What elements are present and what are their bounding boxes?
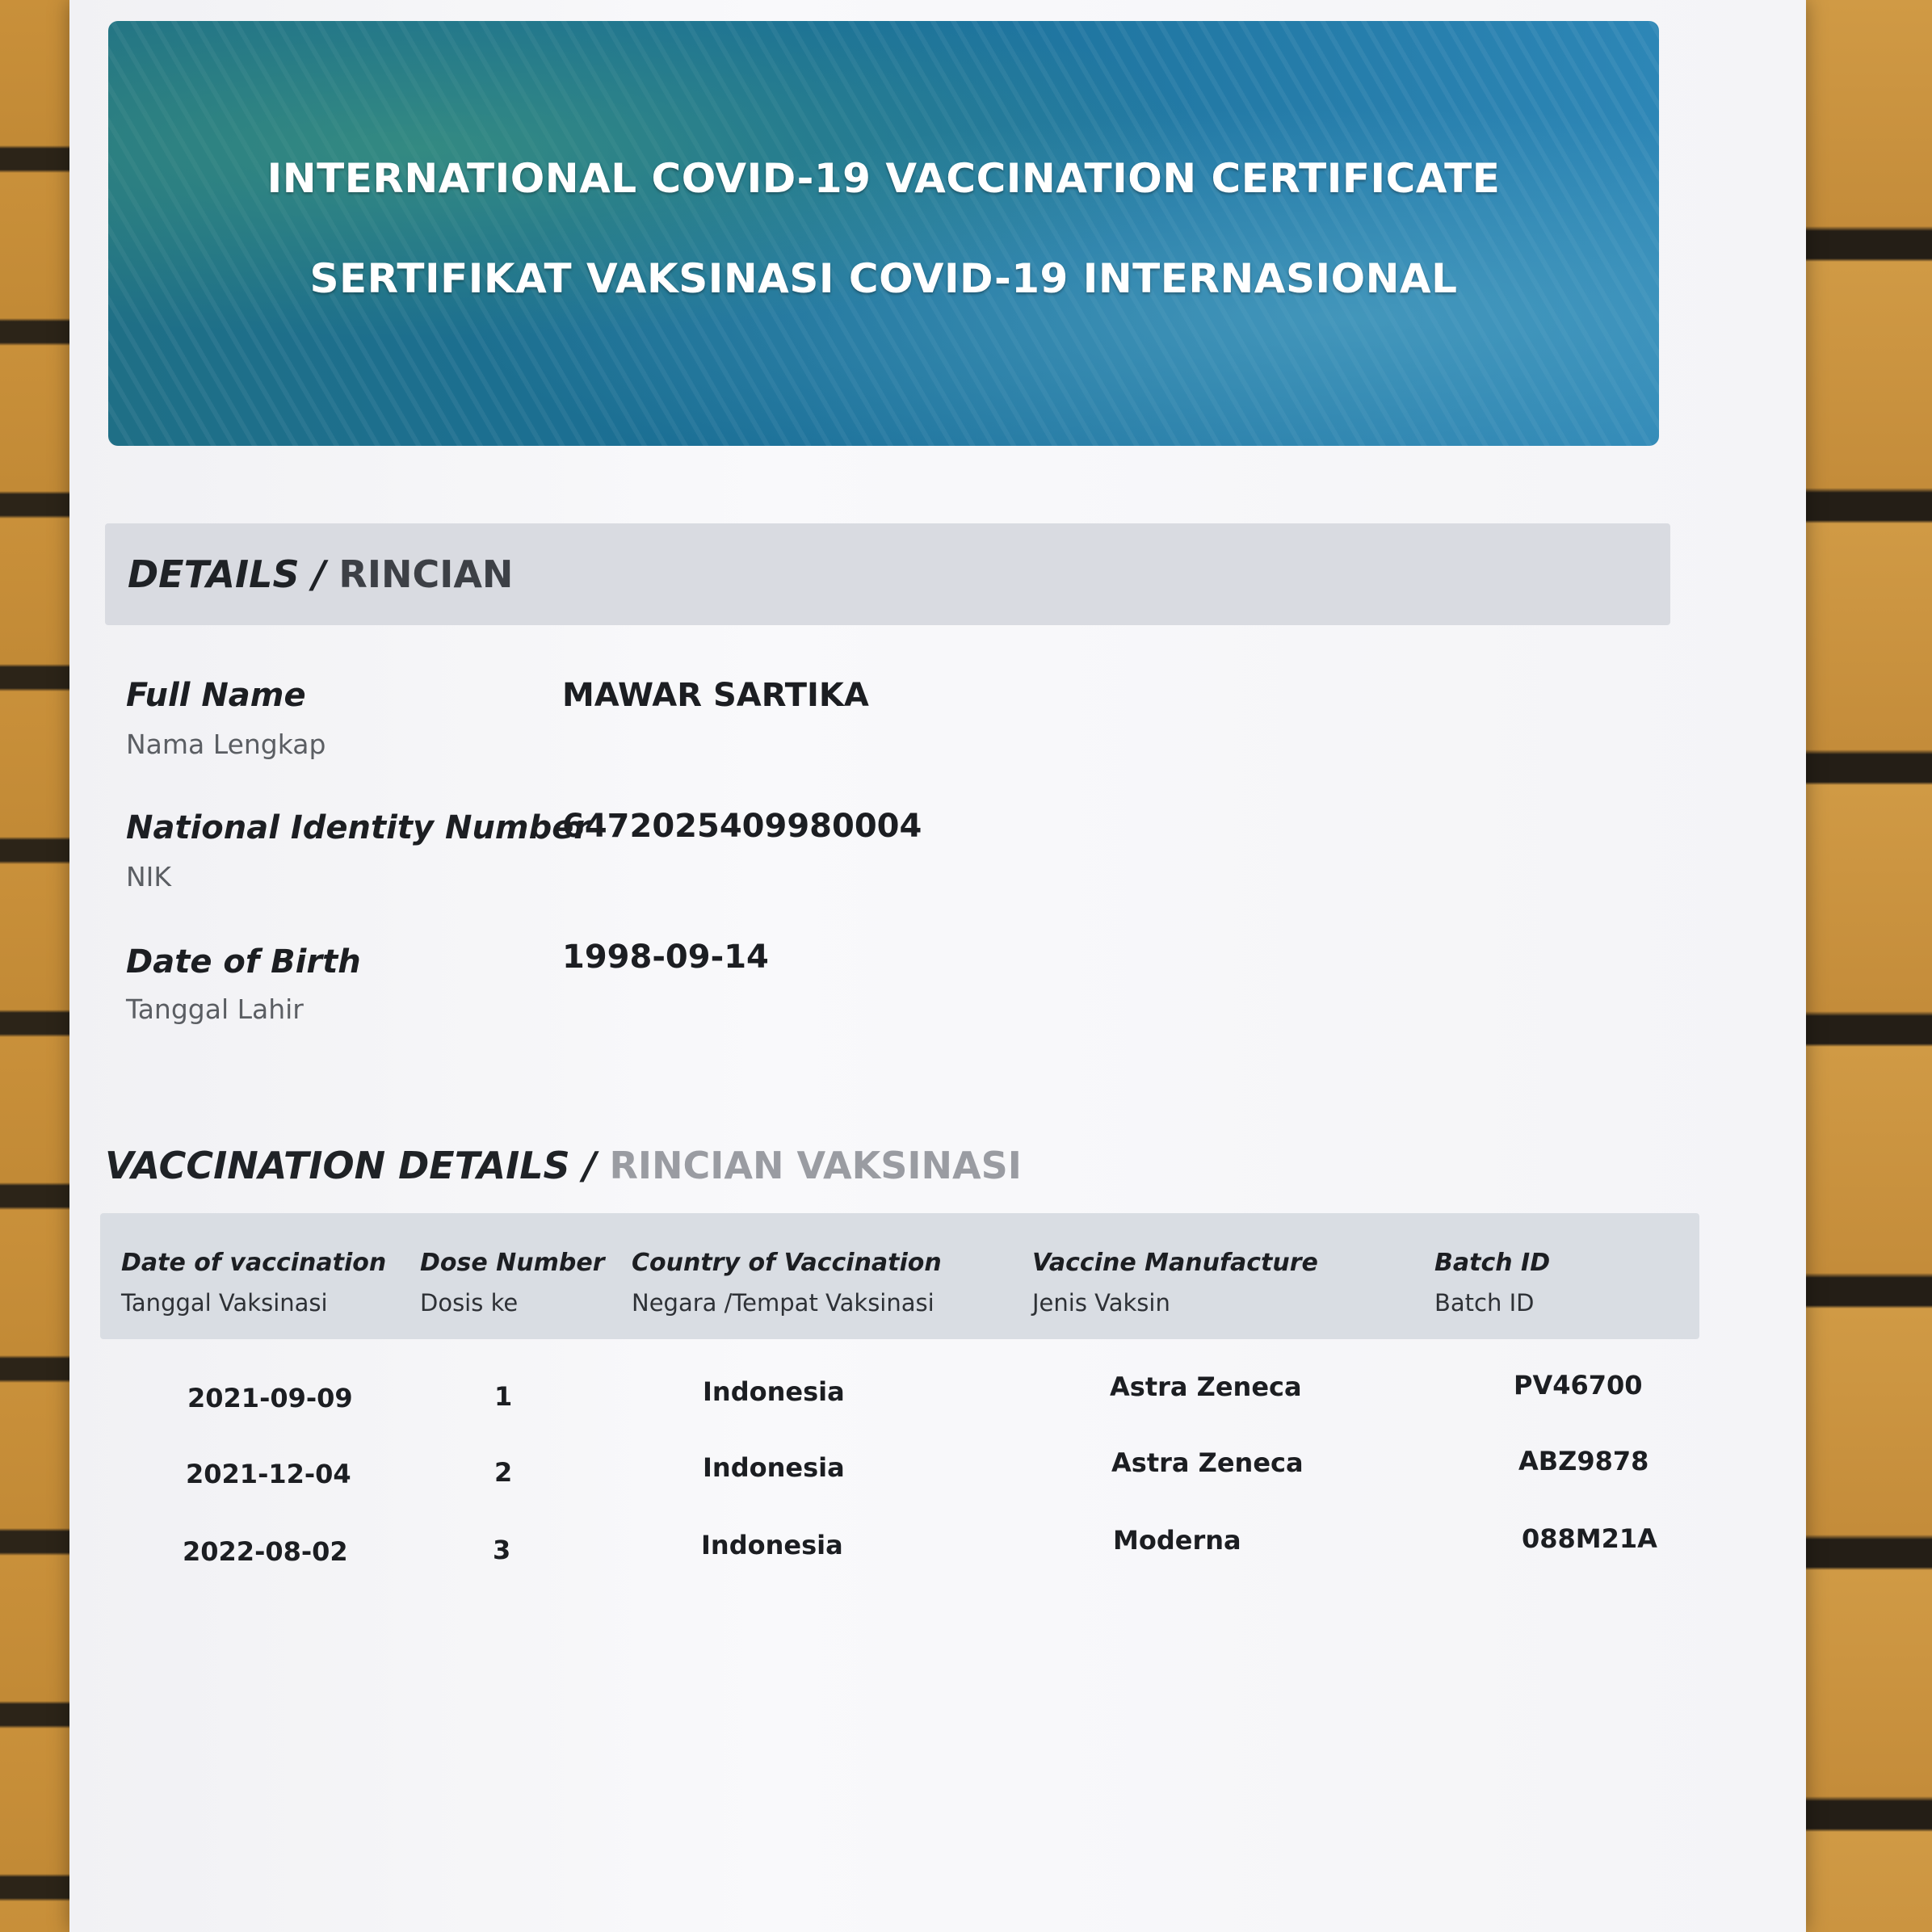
vaccination-table-header xyxy=(100,1213,1699,1339)
row3-vaccine: Moderna xyxy=(1113,1525,1241,1556)
col-batch-label: Batch ID xyxy=(1434,1249,1551,1277)
certificate-banner xyxy=(108,21,1659,446)
vaccination-heading: VACCINATION DETAILS / RINCIAN VAKSINASI xyxy=(105,1144,1022,1187)
row2-vaccine: Astra Zeneca xyxy=(1111,1447,1304,1478)
row2-batch: ABZ9878 xyxy=(1518,1446,1649,1476)
col-vaccine-sublabel: Jenis Vaksin xyxy=(1032,1289,1170,1317)
dob-label: Date of Birth xyxy=(126,943,361,981)
row3-dose: 3 xyxy=(493,1535,511,1565)
full-name-value: MAWAR SARTIKA xyxy=(562,677,869,714)
details-heading-sub: RINCIAN xyxy=(326,552,514,596)
full-name-sublabel: Nama Lengkap xyxy=(126,729,326,760)
row1-dose: 1 xyxy=(494,1381,513,1412)
banner-title-indonesian: SERTIFIKAT VAKSINASI COVID-19 INTERNASIONAL xyxy=(309,255,1458,302)
row3-batch: 088M21A xyxy=(1522,1523,1657,1554)
nik-value: 6472025409980004 xyxy=(562,808,922,845)
row1-vaccine: Astra Zeneca xyxy=(1110,1371,1302,1402)
col-date-label: Date of vaccination xyxy=(121,1249,387,1277)
nik-label: National Identity Number xyxy=(126,809,590,846)
row2-dose: 2 xyxy=(494,1457,513,1488)
full-name-label: Full Name xyxy=(126,677,306,714)
row3-date: 2022-08-02 xyxy=(183,1536,348,1567)
nik-sublabel: NIK xyxy=(126,861,172,892)
row1-batch: PV46700 xyxy=(1514,1370,1643,1401)
dob-value: 1998-09-14 xyxy=(562,939,769,976)
col-country-label: Country of Vaccination xyxy=(632,1249,942,1277)
row1-date: 2021-09-09 xyxy=(187,1383,353,1413)
col-dose-label: Dose Number xyxy=(420,1249,605,1277)
row3-country: Indonesia xyxy=(701,1530,843,1560)
col-batch-sublabel: Batch ID xyxy=(1434,1289,1535,1317)
col-vaccine-label: Vaccine Manufacture xyxy=(1032,1249,1318,1277)
banner-title-english: INTERNATIONAL COVID-19 VACCINATION CERTIFICATE xyxy=(267,155,1501,202)
col-country-sublabel: Negara /Tempat Vaksinasi xyxy=(632,1289,934,1317)
details-heading: DETAILS / RINCIAN xyxy=(128,552,514,596)
row1-country: Indonesia xyxy=(703,1376,845,1407)
row2-date: 2021-12-04 xyxy=(186,1459,351,1489)
col-dose-sublabel: Dosis ke xyxy=(420,1289,519,1317)
vaccination-heading-sub: RINCIAN VAKSINASI xyxy=(596,1144,1022,1187)
dob-sublabel: Tanggal Lahir xyxy=(126,993,304,1025)
details-section-header xyxy=(105,523,1670,625)
col-date-sublabel: Tanggal Vaksinasi xyxy=(121,1289,328,1317)
row2-country: Indonesia xyxy=(703,1452,845,1483)
